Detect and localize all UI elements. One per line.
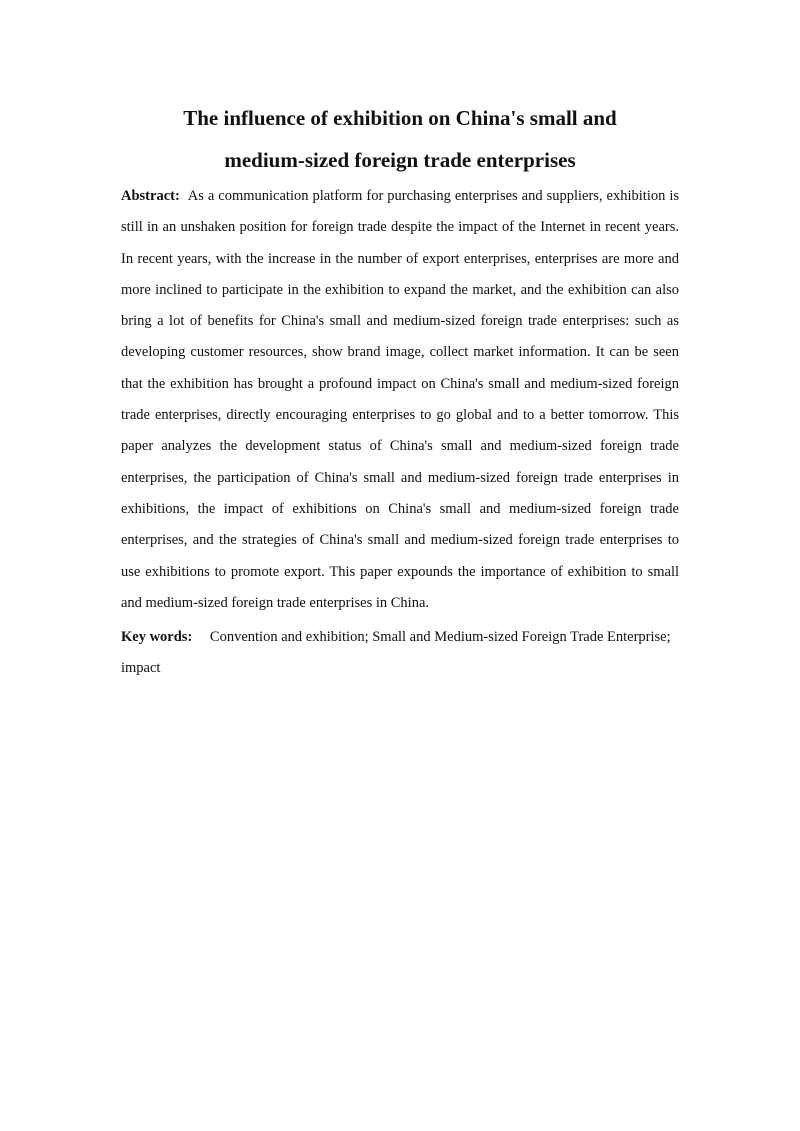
abstract-text: As a communication platform for purchasing enterprises and suppliers, exhibition is still in an unshaken position for foreign trade despite the impact of the Internet in recent years. In recent years, with the increase in the number of export enterprises, enterprises are more and more inclined to participate in the exhibition to expand the market, and the exhibition can also bring a lot of benefits for China's small and medium-sized foreign trade enterprises: such as developing customer resources, show brand image, collect market information. It can be seen that the exhibition has brought a profound impact on China's small and medium-sized foreign trade enterprises, directly encouraging enterprises to go global and to a better tomorrow. This paper analyzes the development status of China's small and medium-sized foreign trade enterprises, the participation of China's small and medium-sized foreign trade enterprises in exhibitions, the impact of exhibitions on China's small and medium-sized foreign trade enterprises, and the strategies of China's small and medium-sized foreign trade enterprises to use exhibitions to promote export. This paper expounds the importance of exhibition to small and medium-sized foreign trade enterprises in China. [121, 188, 680, 611]
keywords-paragraph [121, 622, 679, 685]
title-line-2: medium-sized foreign trade enterprises [224, 148, 576, 172]
keywords-text: Convention and exhibition; Small and Medium-sized Foreign Trade Enterprise; impact [121, 629, 671, 677]
title-line-1: The influence of exhibition on China's small and [183, 106, 617, 130]
abstract-paragraph [121, 181, 679, 619]
keywords-label: Key words: [121, 629, 193, 645]
abstract-label: Abstract: [121, 188, 180, 204]
